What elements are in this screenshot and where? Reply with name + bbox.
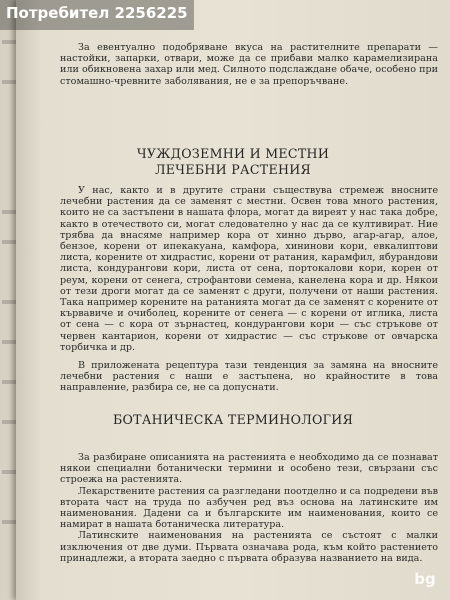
- section-heading-terminology: БОТАНИЧЕСКА ТЕРМИНОЛОГИЯ: [112, 412, 354, 427]
- section-heading-line-1: ЧУЖДОЗЕМНИ И МЕСТНИ: [136, 146, 330, 161]
- replacement-paragraph: У нас, както и в другите страни съществува стремеж вносните лечебни растения да се заменят с местни. Освен това много растения, които не са застъпени в нашата флора, могат да виреят у нас така добре, както в отечеството си, могат следователно у нас да се култивират. Ние трябва да внасяме например кора от хинно дърво, агар-агар, алое, бензое, корени от ипекакуана, камфора, хининови кори, евкалиптови листа, корените от хидрастис, корени от ратания, карамфил, ябурандови листа, кондурангови кори, листа от сена, портокалови кори, корен от реум, корени от сенега, строфантови семена, канелена кора и др. Някои от тези дроги могат да се заменят с други, получени от наши растения. Така например корените на ратанията могат да се заменят с корените от кървавиче и очиболец, корените от сенега — с корени от иглика, листа от сена — с кора от зърнастец, кондурангови кори — със стръкове от червен кантарион, корени от хидрастис — със стръкове от овчарска торбичка и др.: [60, 185, 438, 353]
- terminology-paragraph-2: Лекарствените растения са разгледани поотделно и са подредени във втората част на труда по азбучен ред въз основа на латинските им наименования. Дадени са и българските им наименования, които се намират в нашата ботаническа литература.: [60, 485, 438, 531]
- user-watermark: Потребител 2256225: [0, 0, 194, 30]
- terminology-paragraph-1: За разбиране описанията на растенията е необходимо да се познават някои специални ботанически термини и особено тези, свързани със строежа на растенията.: [60, 452, 438, 486]
- section-heading-line-2: ЛЕЧЕБНИ РАСТЕНИЯ: [154, 162, 312, 177]
- terminology-paragraph-3: Латинските наименования на растенията се състоят с малки изключения от две думи. Първата означава рода, към който растението принадлежи, а втората заедно с първата образува названието на вида.: [60, 530, 438, 564]
- terminology-paragraphs: [60, 452, 438, 564]
- intro-paragraph: За евентуално подобряване вкуса на растителните препарати — настойки, запарки, отвари, може да се прибави малко карамелизирана или обикновена захар или мед. Силното подслаждане обаче, особено при стомашно-чревните заболявания, не е за препоръчване.: [60, 42, 438, 87]
- section-heading-foreign-local: [16, 146, 450, 178]
- recipe-tendency-paragraph: В приложената рецептура тази тенденция за замяна на вносните лечебни растения с наши е застъпена, но крайностите в това направление, разбира се, не са допуснати.: [60, 360, 438, 394]
- site-logo-icon: bg: [414, 570, 436, 588]
- book-page: [16, 0, 450, 600]
